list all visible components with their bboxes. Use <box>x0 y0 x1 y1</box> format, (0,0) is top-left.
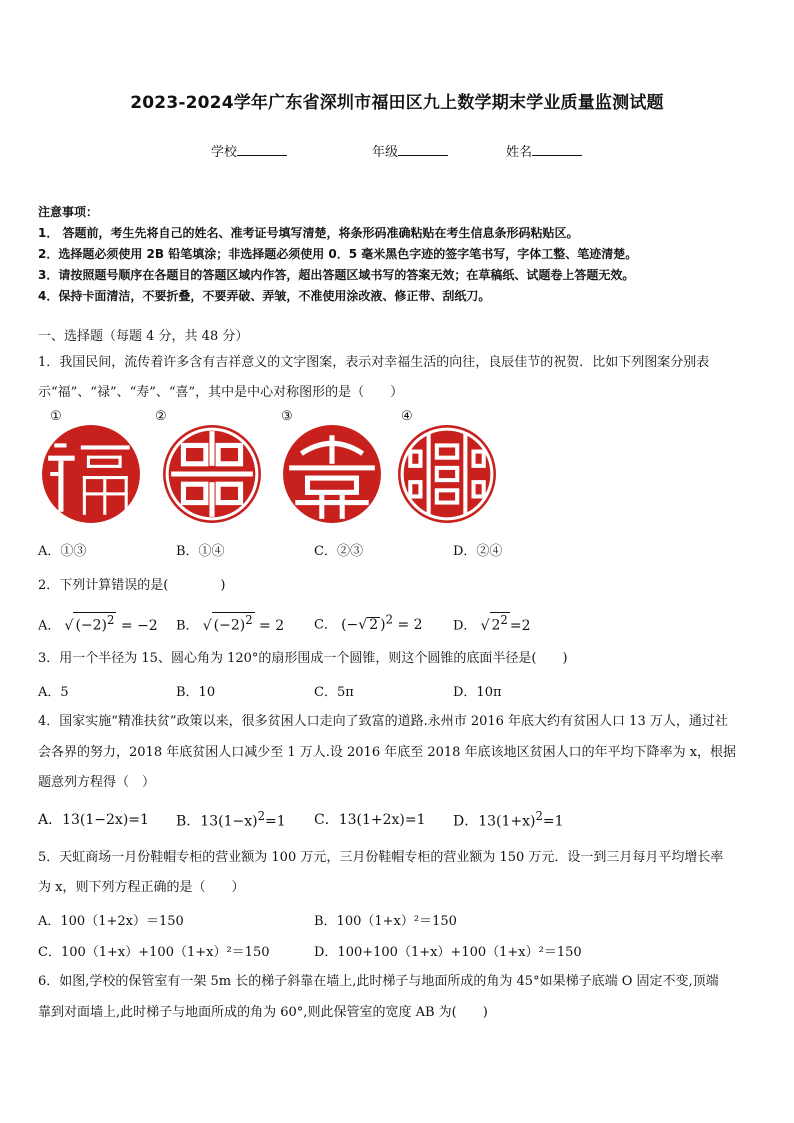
option-letter: B． <box>176 618 199 634</box>
q1-stem-line1: 1．我国民间，流传着许多含有吉祥意义的文字图案，表示对幸福生活的向往，良辰佳节的祝贺．比如下列图案分别表 <box>38 355 710 370</box>
q3-option-b[interactable]: B．10 <box>176 685 216 700</box>
paren-close: ) <box>380 616 386 633</box>
radicand: (−2) <box>213 617 246 634</box>
page-title: 2023-2024学年广东省深圳市福田区九上数学期末学业质量监测试题 <box>130 93 664 113</box>
option-text: D．13(1+x) <box>453 813 536 830</box>
xi-emblem-icon <box>396 422 498 526</box>
q3-option-c[interactable]: C．5π <box>314 685 354 700</box>
option-letter: A． <box>38 618 61 634</box>
q1-option-c[interactable]: C．②③ <box>314 544 363 559</box>
exponent: 2 <box>107 613 115 627</box>
name-label: 姓名 <box>506 145 533 160</box>
lu-emblem-icon <box>161 423 263 525</box>
result: =1 <box>542 813 564 830</box>
q4-stem-line2: 会各界的努力，2018 年底贫困人口减少至 1 万人.设 2016 年底至 2018 年底该地区贫困人口的年平均下降率为 x，根据 <box>38 745 737 760</box>
q5-option-d[interactable]: D．100+100（1+x）+100（1+x）²＝150 <box>314 945 582 960</box>
note-item: 2．选择题必须使用 2B 铅笔填涂；非选择题必须使用 0．5 毫米黑色字迹的签字笔书写，字体工整、笔迹清楚。 <box>38 247 638 261</box>
notes-heading: 注意事项： <box>38 205 99 219</box>
result: = 2 <box>393 616 423 633</box>
grade-field <box>372 141 448 160</box>
q3-option-d[interactable]: D．10π <box>453 685 502 700</box>
radicand: (−2) <box>75 617 108 634</box>
q5-option-a[interactable]: A．100（1+2x）＝150 <box>38 914 184 929</box>
fu-emblem-icon <box>40 423 142 525</box>
radicand: 2 <box>369 616 379 633</box>
option-text: B．13(1−x) <box>176 813 258 830</box>
q2-stem: 2．下列计算错误的是( ) <box>38 578 226 593</box>
section-heading: 一、选择题（每题 4 分，共 48 分） <box>38 329 249 344</box>
q5-stem-line1: 5．天虹商场一月份鞋帽专柜的营业额为 100 万元，三月份鞋帽专柜的营业额为 150 万元．设一到三月每月平均增长率 <box>38 850 724 865</box>
q6-stem-line1: 6．如图,学校的保管室有一架 5m 长的梯子斜靠在墙上,此时梯子与地面所成的角为 45°如果梯子底端 O 固定不变,顶端 <box>38 974 719 989</box>
name-blank <box>532 143 582 156</box>
q4-option-c[interactable]: C．13(1+2x)=1 <box>314 812 426 828</box>
grade-label: 年级 <box>372 145 399 160</box>
q3-stem: 3．用一个半径为 15、圆心角为 120°的扇形围成一个圆锥，则这个圆锥的底面半径是( ) <box>38 651 568 666</box>
result: =2 <box>509 617 531 634</box>
note-item: 4．保持卡面清洁，不要折叠，不要弄破、弄皱，不准使用涂改液、修正带、刮纸刀。 <box>38 289 491 303</box>
q5-stem-line2: 为 x，则下列方程正确的是（ ） <box>38 880 245 895</box>
q1-option-a[interactable]: A．①③ <box>38 544 87 559</box>
note-item: 3．请按照题号顺序在各题目的答题区域内作答，超出答题区域书写的答案无效；在草稿纸、试题卷上答题无效。 <box>38 268 635 282</box>
q4-option-b[interactable] <box>176 809 286 831</box>
result: = −2 <box>116 617 158 634</box>
q1-stem-line2: 示“福”、“禄”、“寿”、“喜”，其中是中心对称图形的是（ ） <box>38 385 404 400</box>
q2-option-c[interactable] <box>314 612 423 633</box>
exponent: 2 <box>257 809 265 823</box>
exponent: 2 <box>535 809 543 823</box>
grade-blank <box>398 143 448 156</box>
exponent: 2 <box>245 613 253 627</box>
result: = 2 <box>254 617 285 634</box>
school-field <box>211 141 287 160</box>
name-field <box>506 141 582 160</box>
result: =1 <box>264 813 286 830</box>
radicand: 2 <box>491 617 501 634</box>
q6-stem-line2: 靠到对面墙上,此时梯子与地面所成的角为 60°,则此保管室的宽度 AB 为( ) <box>38 1005 488 1020</box>
option-letter: D． <box>453 618 477 634</box>
q1-option-b[interactable]: B．①④ <box>176 544 225 559</box>
math-expression: √ $(-2)^2 = -2$ <box>64 613 158 634</box>
exponent: 2 <box>500 613 508 627</box>
q4-option-a[interactable]: A．13(1−2x)=1 <box>38 812 149 828</box>
paren-open: (− <box>341 616 359 633</box>
math-expression: (−√ 2 )$^2$ = 2 <box>341 612 423 633</box>
q2-option-a[interactable] <box>38 612 158 634</box>
q5-option-c[interactable]: C．100（1+x）+100（1+x）²＝150 <box>38 945 270 960</box>
q4-stem-line1: 4．国家实施“精准扶贫”政策以来，很多贫困人口走向了致富的道路.永州市 2016 年底大约有贫困人口 13 万人，通过社 <box>38 714 728 729</box>
q5-option-b[interactable]: B．100（1+x）²＝150 <box>314 914 457 929</box>
note-item: 1． 答题前，考生先将自己的姓名、准考证号填写清楚，将条形码准确粘贴在考生信息条形码粘贴区。 <box>38 226 579 240</box>
figure-label-1: ① <box>50 409 62 424</box>
shou-emblem-icon <box>280 423 384 525</box>
q3-option-a[interactable]: A．5 <box>38 685 69 700</box>
math-expression: √ $(-2)^2 = 2$ <box>202 613 285 634</box>
school-label: 学校 <box>211 145 238 160</box>
figure-label-2: ② <box>155 409 167 424</box>
q1-option-d[interactable]: D．②④ <box>453 544 503 559</box>
q2-option-d[interactable] <box>453 612 530 634</box>
option-letter: C． <box>314 617 337 633</box>
q4-option-d[interactable] <box>453 809 564 831</box>
q4-stem-line3: 题意列方程得（ ） <box>38 775 156 790</box>
q2-option-b[interactable] <box>176 612 284 634</box>
figure-label-3: ③ <box>281 409 293 424</box>
exponent: 2 <box>385 612 394 626</box>
school-blank <box>237 143 287 156</box>
math-expression: √ $2^2 =2$ <box>480 613 531 634</box>
figure-label-4: ④ <box>401 409 413 424</box>
